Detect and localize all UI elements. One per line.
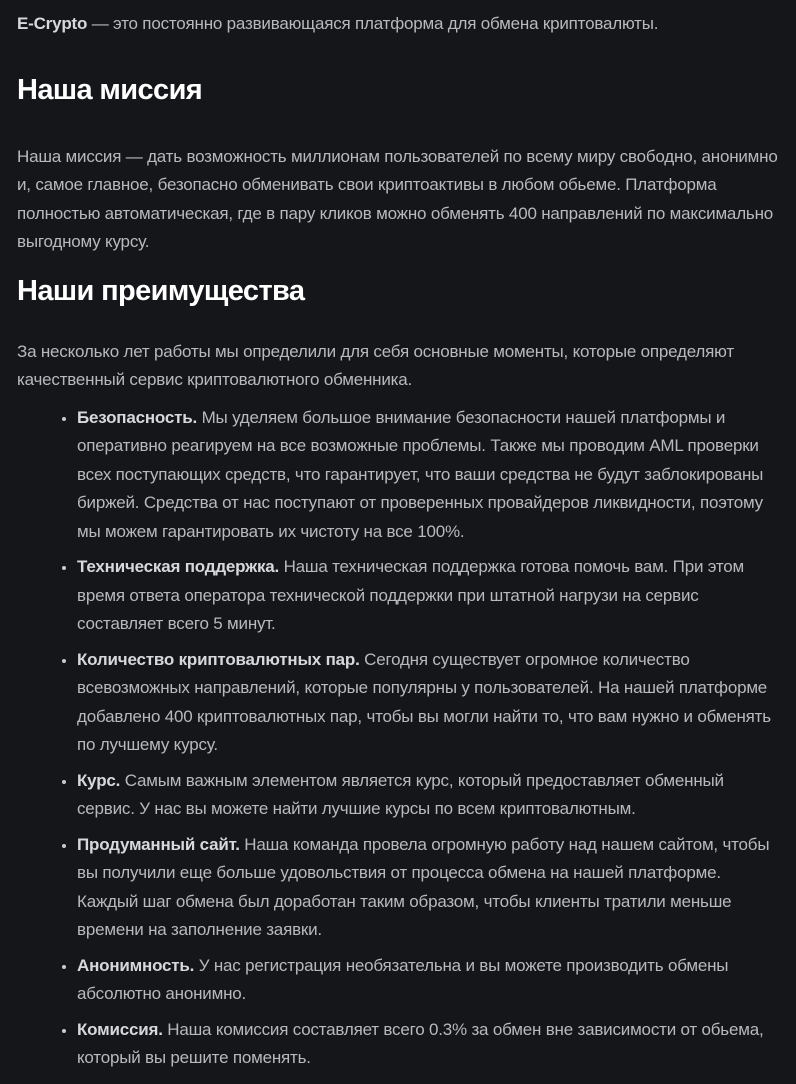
mission-paragraph: Наша миссия — дать возможность миллионам пользователей по всему миру свободно, анонимно и, самое главное, безопасно обменивать свои криптоактивы в любом обьеме. Платформа полностью автоматическая, где в пару кликов можно обменять 400 направлений по максимально выгодному курсу. bbox=[17, 146, 778, 251]
list-item-site bbox=[77, 831, 780, 945]
list-item-commission bbox=[77, 1016, 780, 1073]
list-item-anonymity bbox=[77, 952, 780, 1009]
list-item-text: Самым важным элементом является курс, который предоставляет обменный сервис. У нас вы можете найти лучшие курсы по всем криптовалютным. bbox=[77, 770, 724, 818]
list-item-rate bbox=[77, 767, 780, 824]
list-item-pairs bbox=[77, 646, 780, 760]
list-item-term: Количество криптовалютных пар. bbox=[77, 649, 360, 669]
list-item-term: Курс. bbox=[77, 770, 121, 790]
list-item-support bbox=[77, 553, 780, 639]
advantages-heading: Наши преимущества bbox=[17, 274, 305, 307]
advantages-list bbox=[17, 404, 780, 1073]
list-item-text: Сегодня существует огромное количество всевозможных направлений, которые популярны у пользователей. На нашей платформе добавлено 400 криптовалютных пар, чтобы вы могли найти то, что вам нужно и обменять по лучшему курсу. bbox=[77, 649, 771, 754]
list-item-text: Наша команда провела огромную работу над нашем сайтом, чтобы вы получили еще больше удовольствия от процесса обмена на нашей платформе. Каждый шаг обмена был доработан таким образом, чтобы клиенты тратили меньше времени на заполнение заявки. bbox=[77, 834, 770, 939]
list-item-text: Наша техническая поддержка готова помочь вам. При этом время ответа оператора технической поддержки при штатной нагрузи на сервис составляет всего 5 минут. bbox=[77, 557, 745, 633]
list-item-text: У нас регистрация необязательна и вы можете производить обмены абсолютно анонимно. bbox=[77, 955, 729, 1003]
intro-text: — это постоянно развивающаяся платформа для обмена криптовалюты. bbox=[87, 14, 659, 33]
list-item-term: Комиссия. bbox=[77, 1019, 163, 1039]
list-item-text: Наша комиссия составляет всего 0.3% за обмен вне зависимости от обьема, который вы решите поменять. bbox=[77, 1019, 764, 1067]
brand-name: E-Crypto bbox=[17, 14, 88, 33]
advantages-lead-paragraph: За несколько лет работы мы определили для себя основные моменты, которые определяют качественный сервис криптовалютного обменника. bbox=[17, 341, 734, 389]
list-item-text: Мы уделяем большое внимание безопасности нашей платформы и оперативно реагируем на все возможные проблемы. Также мы проводим AML проверки всех поступающих средств, что гарантирует, что ваши средства не будут заблокированы биржей. Средства от нас поступают от проверенных провайдеров ликвидности, поэтому мы можем гарантировать их чистоту на все 100%. bbox=[77, 407, 764, 541]
list-item-security bbox=[77, 404, 780, 547]
list-item-term: Продуманный сайт. bbox=[77, 834, 240, 854]
mission-heading: Наша миссия bbox=[17, 73, 203, 106]
list-item-term: Анонимность. bbox=[77, 955, 195, 975]
intro-paragraph bbox=[17, 10, 780, 39]
list-item-term: Техническая поддержка. bbox=[77, 557, 280, 576]
list-item-term: Безопасность. bbox=[77, 407, 198, 427]
